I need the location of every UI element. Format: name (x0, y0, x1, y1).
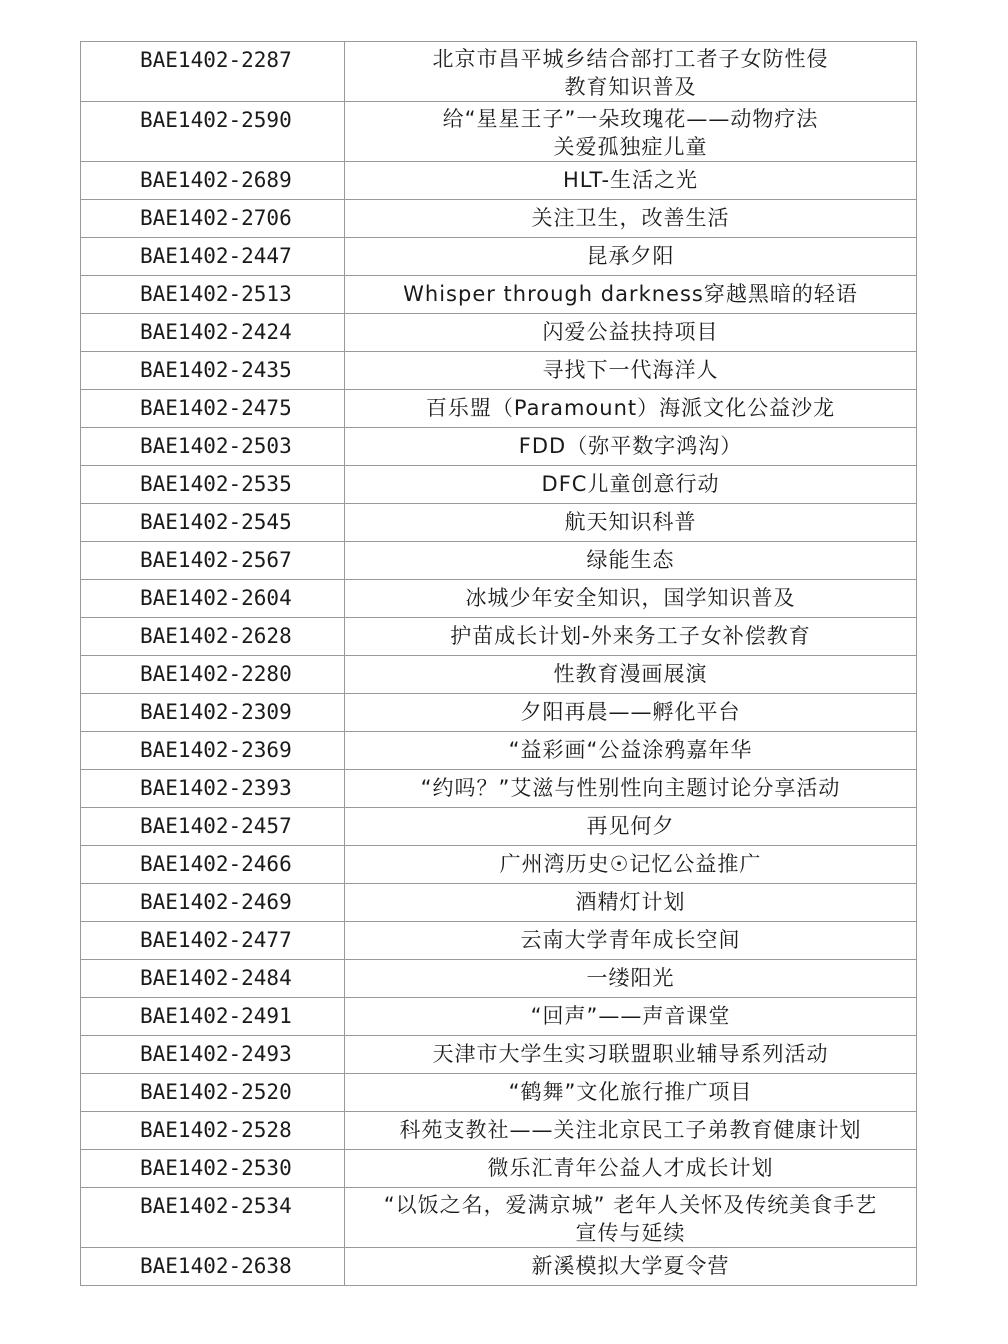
project-title-cell (345, 1188, 917, 1248)
project-title-cell (345, 238, 917, 276)
project-title-line: 给“星星王子”一朵玫瑰花——动物疗法 (442, 107, 819, 131)
project-code-cell: BAE1402-2493 (81, 1036, 345, 1074)
project-title-cell (345, 808, 917, 846)
table-row (81, 770, 917, 808)
project-title-line: 绿能生态 (586, 548, 675, 572)
project-title-line: 寻找下一代海洋人 (542, 358, 719, 382)
project-title-cell (345, 504, 917, 542)
table-row (81, 846, 917, 884)
project-code-cell: BAE1402-2567 (81, 542, 345, 580)
project-code-cell: BAE1402-2590 (81, 102, 345, 162)
project-code-cell: BAE1402-2475 (81, 390, 345, 428)
table-row (81, 390, 917, 428)
table-row (81, 314, 917, 352)
project-title-cell (345, 428, 917, 466)
project-code-cell: BAE1402-2545 (81, 504, 345, 542)
table-row (81, 504, 917, 542)
project-code-cell: BAE1402-2638 (81, 1248, 345, 1286)
project-title-line: 闪爱公益扶持项目 (542, 320, 719, 344)
project-title-line: 航天知识科普 (564, 510, 697, 534)
project-code-cell: BAE1402-2528 (81, 1112, 345, 1150)
project-table-body (81, 42, 917, 1286)
project-title-line: “回声”——声音课堂 (530, 1004, 731, 1028)
project-title-line: 教育知识普及 (564, 75, 697, 99)
project-title-line: 科苑支教社——关注北京民工子弟教育健康计划 (399, 1118, 862, 1142)
project-title-line: 微乐汇青年公益人才成长计划 (487, 1156, 774, 1180)
project-code-cell: BAE1402-2447 (81, 238, 345, 276)
project-title-cell (345, 1150, 917, 1188)
project-code-cell: BAE1402-2287 (81, 42, 345, 102)
project-title-cell (345, 200, 917, 238)
table-row (81, 998, 917, 1036)
table-row (81, 922, 917, 960)
project-title-line: 夕阳再晨——孵化平台 (520, 700, 741, 724)
project-title-cell (345, 884, 917, 922)
project-code-cell: BAE1402-2604 (81, 580, 345, 618)
table-row (81, 466, 917, 504)
table-row (81, 102, 917, 162)
table-row (81, 352, 917, 390)
project-title-line: Whisper through darkness穿越黑暗的轻语 (403, 282, 858, 306)
project-title-cell (345, 42, 917, 102)
project-title-line: HLT-生活之光 (562, 168, 699, 192)
project-code-cell: BAE1402-2435 (81, 352, 345, 390)
project-code-cell: BAE1402-2513 (81, 276, 345, 314)
project-title-line: 性教育漫画展演 (553, 662, 708, 686)
table-row (81, 1248, 917, 1286)
project-title-cell (345, 390, 917, 428)
table-row (81, 618, 917, 656)
project-title-cell (345, 276, 917, 314)
project-code-cell: BAE1402-2689 (81, 162, 345, 200)
project-title-line: 再见何夕 (586, 814, 675, 838)
table-row (81, 960, 917, 998)
project-title-cell (345, 732, 917, 770)
project-title-cell (345, 998, 917, 1036)
project-table (80, 41, 917, 1286)
project-title-cell (345, 1248, 917, 1286)
project-title-line: “鹤舞”文化旅行推广项目 (508, 1080, 753, 1104)
project-title-line: “以饭之名，爱满京城” 老年人关怀及传统美食手艺 (383, 1193, 878, 1217)
project-title-cell (345, 960, 917, 998)
project-code-cell: BAE1402-2466 (81, 846, 345, 884)
project-title-line: 天津市大学生实习联盟职业辅导系列活动 (432, 1042, 829, 1066)
project-title-cell (345, 694, 917, 732)
project-title-line: 新溪模拟大学夏令营 (531, 1254, 730, 1278)
project-title-cell (345, 352, 917, 390)
project-title-line: “约吗？”艾滋与性别性向主题讨论分享活动 (420, 776, 841, 800)
table-row (81, 276, 917, 314)
project-title-line: 宣传与延续 (575, 1221, 686, 1245)
project-code-cell: BAE1402-2424 (81, 314, 345, 352)
project-title-line: 关爱孤独症儿童 (553, 135, 708, 159)
project-title-line: FDD（弥平数字鸿沟） (518, 434, 743, 458)
project-title-cell (345, 1074, 917, 1112)
project-code-cell: BAE1402-2477 (81, 922, 345, 960)
project-code-cell: BAE1402-2469 (81, 884, 345, 922)
table-row (81, 884, 917, 922)
project-title-line: 昆承夕阳 (586, 244, 675, 268)
project-title-cell (345, 102, 917, 162)
project-title-cell (345, 314, 917, 352)
project-code-cell: BAE1402-2280 (81, 656, 345, 694)
project-title-line: 一缕阳光 (586, 966, 675, 990)
project-code-cell: BAE1402-2369 (81, 732, 345, 770)
table-row (81, 1036, 917, 1074)
project-title-cell (345, 922, 917, 960)
table-row (81, 238, 917, 276)
project-code-cell: BAE1402-2535 (81, 466, 345, 504)
project-title-cell (345, 162, 917, 200)
project-code-cell: BAE1402-2309 (81, 694, 345, 732)
project-title-line: 护苗成长计划-外来务工子女补偿教育 (450, 624, 811, 648)
project-title-line: 关注卫生，改善生活 (531, 206, 730, 230)
table-row (81, 1150, 917, 1188)
project-code-cell: BAE1402-2503 (81, 428, 345, 466)
table-row (81, 808, 917, 846)
project-code-cell: BAE1402-2491 (81, 998, 345, 1036)
project-code-cell: BAE1402-2520 (81, 1074, 345, 1112)
project-title-line: DFC儿童创意行动 (541, 472, 720, 496)
project-title-line: 百乐盟（Paramount）海派文化公益沙龙 (425, 396, 836, 420)
table-row (81, 1074, 917, 1112)
project-title-cell (345, 1112, 917, 1150)
project-code-cell: BAE1402-2534 (81, 1188, 345, 1248)
table-row (81, 732, 917, 770)
project-title-cell (345, 466, 917, 504)
project-title-cell (345, 770, 917, 808)
project-title-cell (345, 846, 917, 884)
project-code-cell: BAE1402-2393 (81, 770, 345, 808)
project-title-line: 冰城少年安全知识，国学知识普及 (465, 586, 796, 610)
project-title-line: 北京市昌平城乡结合部打工者子女防性侵 (432, 47, 829, 71)
table-row (81, 162, 917, 200)
table-row (81, 694, 917, 732)
project-title-cell (345, 542, 917, 580)
project-title-line: 云南大学青年成长空间 (520, 928, 741, 952)
project-code-cell: BAE1402-2706 (81, 200, 345, 238)
table-row (81, 42, 917, 102)
project-title-line: “益彩画“公益涂鸦嘉年华 (508, 738, 753, 762)
table-row (81, 656, 917, 694)
table-row (81, 1112, 917, 1150)
project-code-cell: BAE1402-2457 (81, 808, 345, 846)
table-row (81, 428, 917, 466)
project-title-line: 广州湾历史☉记忆公益推广 (499, 852, 762, 876)
table-row (81, 200, 917, 238)
project-title-cell (345, 580, 917, 618)
project-title-cell (345, 618, 917, 656)
project-title-line: 酒精灯计划 (575, 890, 686, 914)
project-code-cell: BAE1402-2628 (81, 618, 345, 656)
project-code-cell: BAE1402-2530 (81, 1150, 345, 1188)
table-row (81, 1188, 917, 1248)
project-code-cell: BAE1402-2484 (81, 960, 345, 998)
table-row (81, 542, 917, 580)
project-title-cell (345, 656, 917, 694)
table-row (81, 580, 917, 618)
project-title-cell (345, 1036, 917, 1074)
